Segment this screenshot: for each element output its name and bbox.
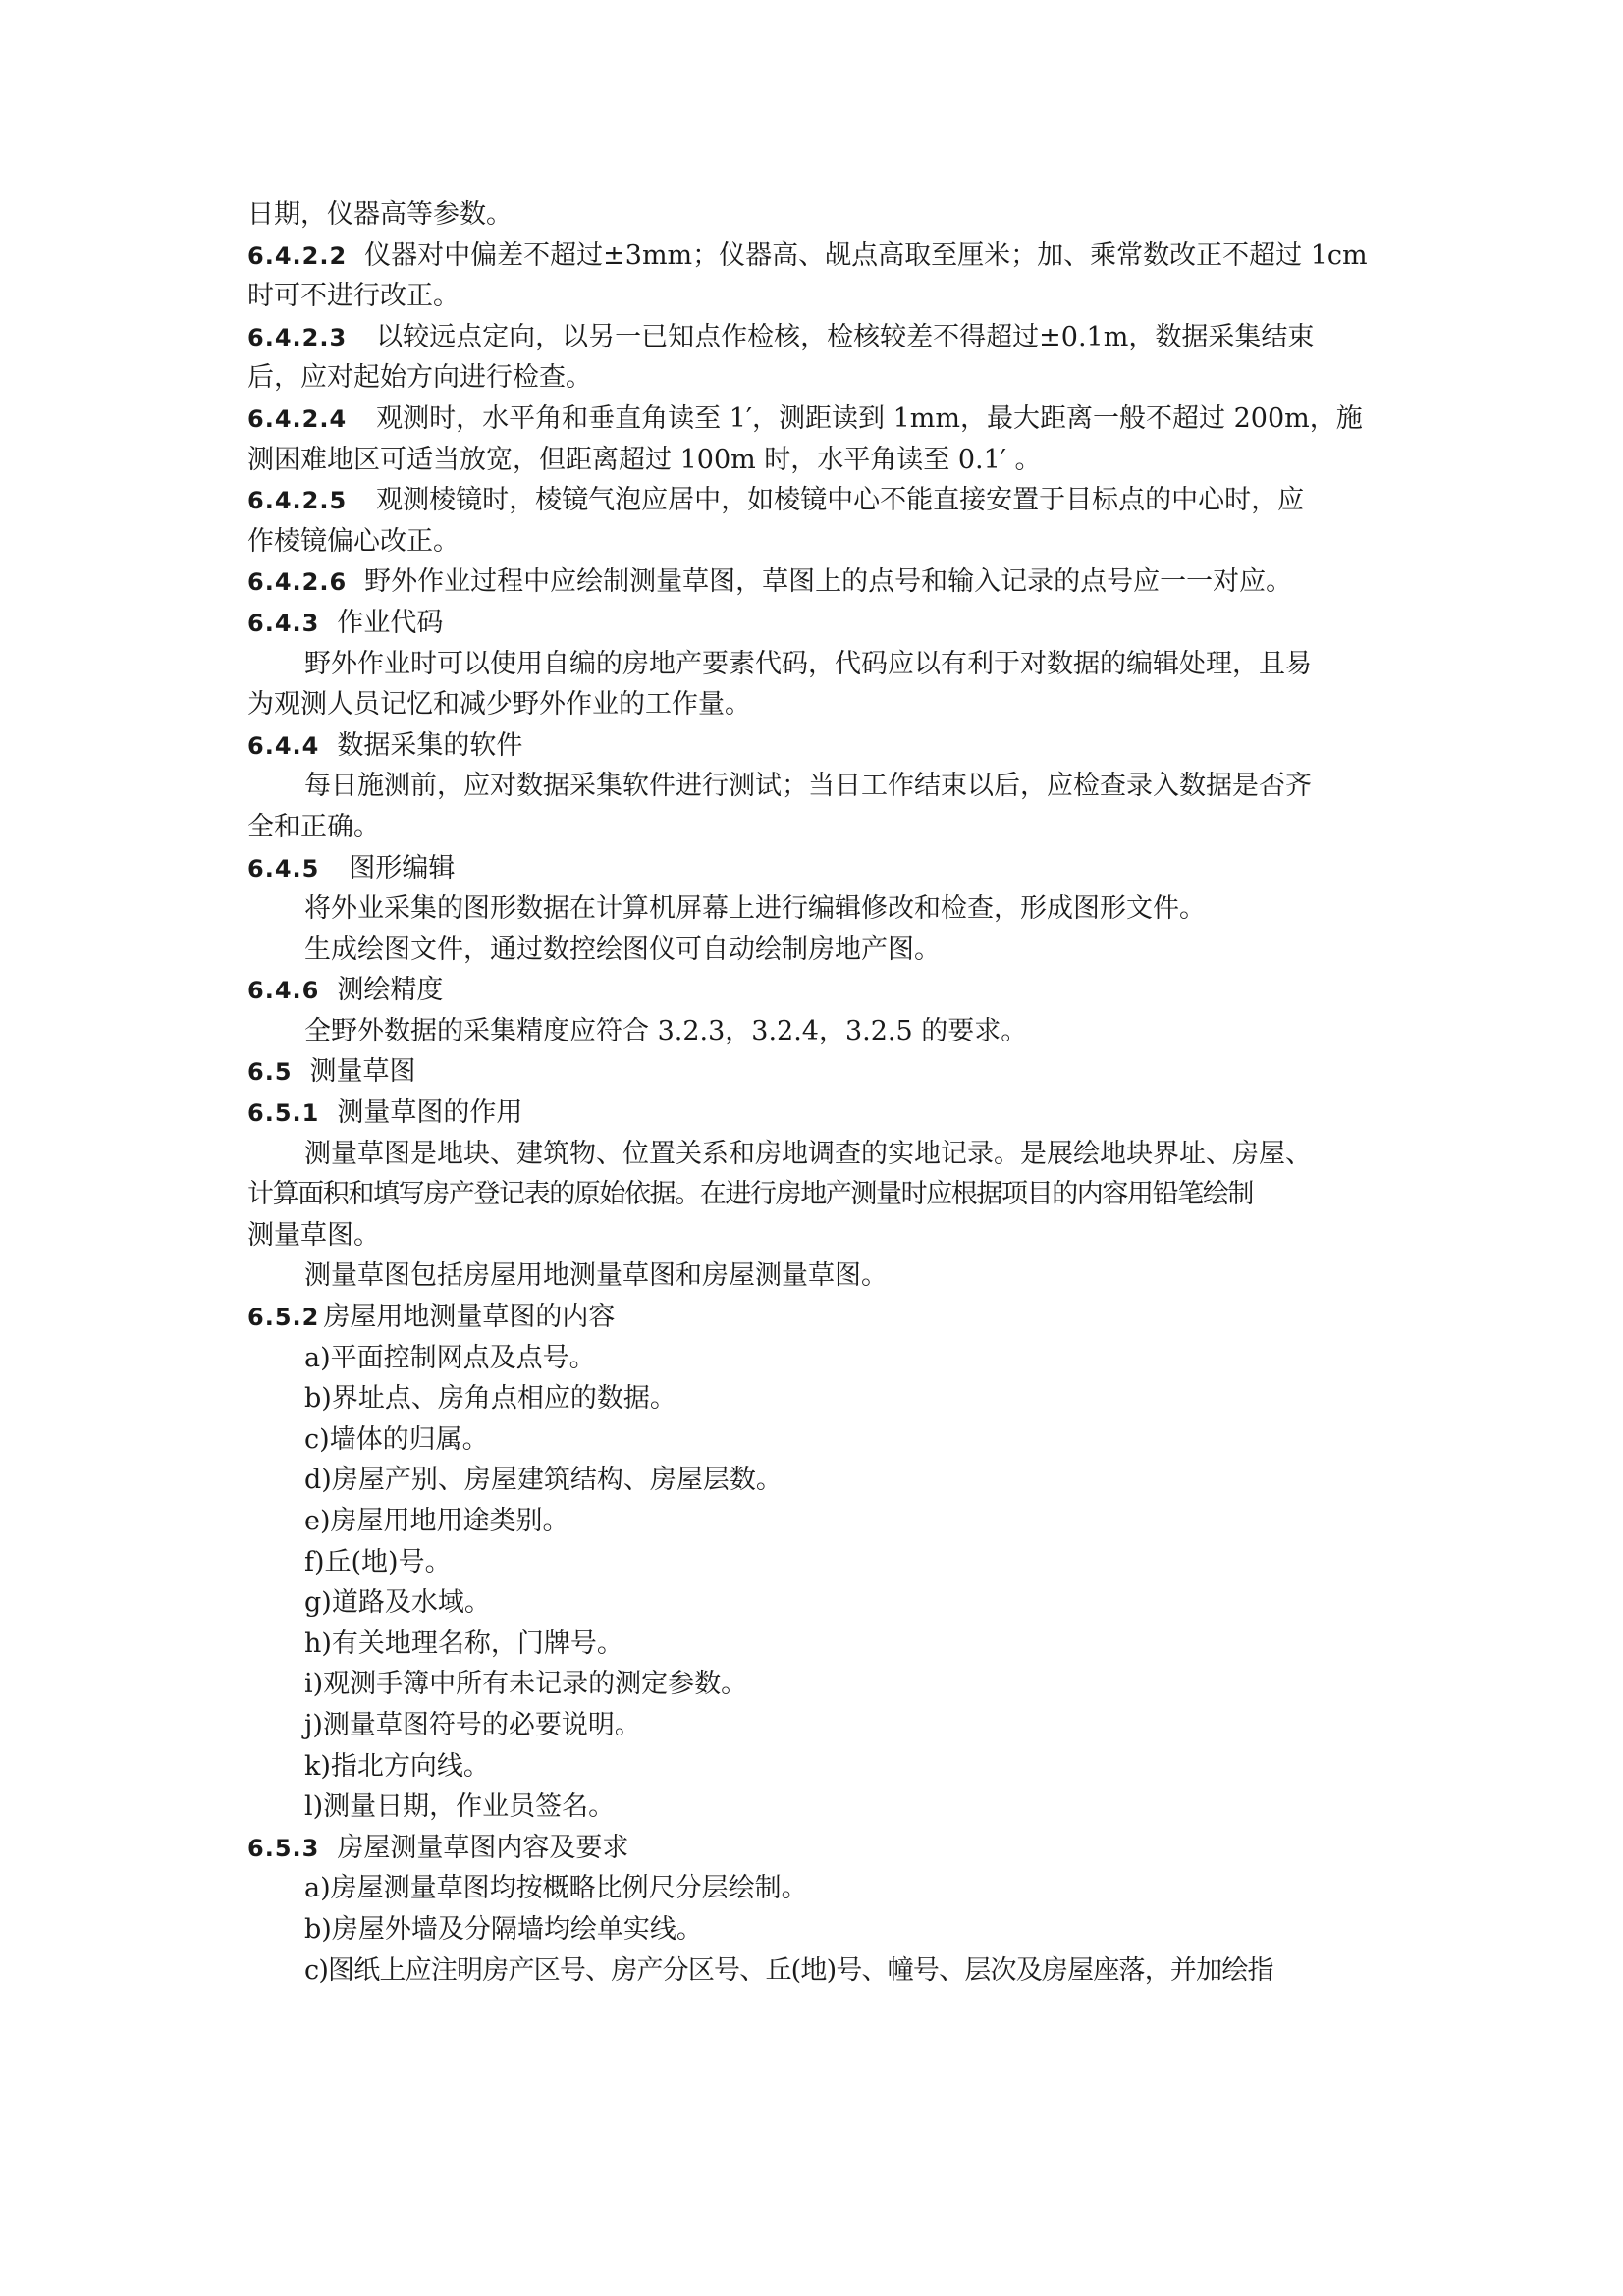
clause-number: 6.4.2.6 [247, 568, 348, 597]
list-item [247, 1542, 1394, 1583]
line-text: 每日施测前，应对数据采集软件进行测试；当日工作结束以后，应检查录入数据是否齐 [304, 771, 1312, 802]
text-line [247, 276, 1394, 317]
line-text: 生成绘图文件，通过数控绘图仪可自动绘制房地产图。 [304, 934, 941, 965]
text-line [247, 357, 1394, 399]
heading-6-4-3 [247, 603, 1394, 644]
clause-6-4-2-6 [247, 561, 1394, 603]
line-text: 日期，仪器高等参数。 [247, 199, 513, 230]
clause-6-4-2-3 [247, 317, 1394, 358]
list-item [247, 1419, 1394, 1461]
section-title: 测量草图 [309, 1056, 416, 1088]
line-text: c)图纸上应注明房产区号、房产分区号、丘(地)号、幢号、层次及房屋座落，并加绘指 [304, 1954, 1273, 1986]
list-item [247, 1501, 1394, 1542]
text-line [247, 766, 1394, 807]
line-text: 作棱镜偏心改正。 [247, 525, 460, 557]
document-body [247, 194, 1394, 1991]
list-item [247, 1787, 1394, 1828]
section-title: 作业代码 [337, 607, 444, 638]
line-text: 以较远点定向，以另一已知点作检核，检核较差不得超过±0.1m，数据采集结束 [376, 321, 1315, 352]
section-title: 图形编辑 [349, 852, 456, 883]
line-text: 野外作业过程中应绘制测量草图，草图上的点号和输入记录的点号应一一对应。 [364, 566, 1293, 598]
heading-6-5-1 [247, 1093, 1394, 1134]
section-title: 测绘精度 [337, 975, 444, 1006]
section-number: 6.4.3 [247, 609, 320, 637]
heading-6-5-3 [247, 1828, 1394, 1869]
text-line [247, 888, 1394, 930]
text-line [247, 521, 1394, 562]
section-title: 测量草图的作用 [337, 1097, 523, 1129]
clause-number: 6.4.2.5 [247, 487, 348, 515]
line-text: 全和正确。 [247, 811, 380, 842]
section-title: 房屋用地测量草图的内容 [323, 1302, 616, 1333]
line-text: 全野外数据的采集精度应符合 3.2.3，3.2.4，3.2.5 的要求。 [304, 1015, 1028, 1046]
clause-number: 6.4.2.2 [247, 241, 348, 270]
line-text: e)房屋用地用途类别。 [304, 1506, 569, 1536]
line-text: c)墙体的归属。 [304, 1423, 489, 1455]
section-number: 6.4.6 [247, 977, 320, 1005]
line-text: d)房屋产别、房屋建筑结构、房屋层数。 [304, 1465, 783, 1496]
text-line [247, 194, 1394, 236]
line-text: 计算面积和填写房产登记表的原始依据。在进行房地产测量时应根据项目的内容用铅笔绘制 [247, 1179, 1253, 1210]
line-text: i)观测手簿中所有未记录的测定参数。 [304, 1669, 748, 1700]
line-text: 将外业采集的图形数据在计算机屏幕上进行编辑修改和检查，形成图形文件。 [304, 893, 1206, 925]
list-item [247, 1746, 1394, 1788]
clause-6-4-2-5 [247, 480, 1394, 521]
list-item [247, 1868, 1394, 1909]
clause-number: 6.4.2.4 [247, 404, 348, 433]
heading-6-4-5 [247, 848, 1394, 889]
section-number: 6.5.3 [247, 1834, 320, 1862]
line-text: l)测量日期，作业员签名。 [304, 1791, 616, 1823]
text-line [247, 1011, 1394, 1052]
text-line [247, 1174, 1394, 1215]
section-number: 6.5.1 [247, 1099, 320, 1128]
line-text: g)道路及水域。 [304, 1587, 491, 1619]
text-line [247, 930, 1394, 971]
line-text: k)指北方向线。 [304, 1750, 490, 1782]
line-text: 后，应对起始方向进行检查。 [247, 362, 592, 394]
list-item [247, 1378, 1394, 1419]
section-number: 6.4.4 [247, 731, 320, 760]
line-text: b)房屋外墙及分隔墙均绘单实线。 [304, 1913, 703, 1945]
text-line [247, 684, 1394, 725]
text-line [247, 644, 1394, 685]
line-text: 测量草图。 [247, 1219, 380, 1251]
list-item [247, 1624, 1394, 1665]
line-text: a)房屋测量草图均按概略比例尺分层绘制。 [304, 1873, 808, 1904]
list-item [247, 1338, 1394, 1379]
line-text: h)有关地理名称，门牌号。 [304, 1628, 623, 1659]
text-line [247, 1255, 1394, 1297]
list-item [247, 1460, 1394, 1501]
section-number: 6.5.2 [247, 1304, 320, 1332]
line-text: 观测棱镜时，棱镜气泡应居中，如棱镜中心不能直接安置于目标点的中心时，应 [376, 485, 1305, 516]
list-item [247, 1664, 1394, 1705]
line-text: 仪器对中偏差不超过±3mm；仪器高、觇点高取至厘米；加、乘常数改正不超过 1cm [364, 240, 1368, 271]
line-text: 测困难地区可适当放宽，但距离超过 100m 时，水平角读至 0.1′ 。 [247, 444, 1042, 475]
clause-6-4-2-4 [247, 399, 1394, 440]
text-line [247, 1134, 1394, 1175]
line-text: 野外作业时可以使用自编的房地产要素代码，代码应以有利于对数据的编辑处理，且易 [304, 648, 1312, 679]
line-text: 时可不进行改正。 [247, 281, 460, 312]
line-text: f)丘(地)号。 [304, 1546, 452, 1577]
section-title: 房屋测量草图内容及要求 [337, 1832, 629, 1863]
line-text: b)界址点、房角点相应的数据。 [304, 1383, 676, 1415]
clause-number: 6.4.2.3 [247, 323, 348, 351]
heading-6-5-2 [247, 1297, 1394, 1338]
heading-6-4-4 [247, 725, 1394, 767]
list-item [247, 1582, 1394, 1624]
list-item [247, 1909, 1394, 1950]
text-line [247, 807, 1394, 848]
text-line [247, 1215, 1394, 1256]
section-title: 数据采集的软件 [337, 729, 523, 761]
heading-6-5 [247, 1051, 1394, 1093]
list-item [247, 1950, 1394, 1992]
section-number: 6.4.5 [247, 854, 320, 882]
text-line [247, 440, 1394, 481]
section-number: 6.5 [247, 1058, 293, 1087]
heading-6-4-6 [247, 970, 1394, 1011]
list-item [247, 1705, 1394, 1746]
line-text: a)平面控制网点及点号。 [304, 1342, 596, 1373]
line-text: j)测量草图符号的必要说明。 [304, 1709, 641, 1740]
line-text: 观测时，水平角和垂直角读至 1′，测距读到 1mm，最大距离一般不超过 200m，施 [376, 402, 1363, 434]
clause-6-4-2-2 [247, 236, 1394, 277]
line-text: 为观测人员记忆和减少野外作业的工作量。 [247, 689, 751, 721]
line-text: 测量草图是地块、建筑物、位置关系和房地调查的实地记录。是展绘地块界址、房屋、 [304, 1138, 1312, 1169]
line-text: 测量草图包括房屋用地测量草图和房屋测量草图。 [304, 1260, 888, 1292]
